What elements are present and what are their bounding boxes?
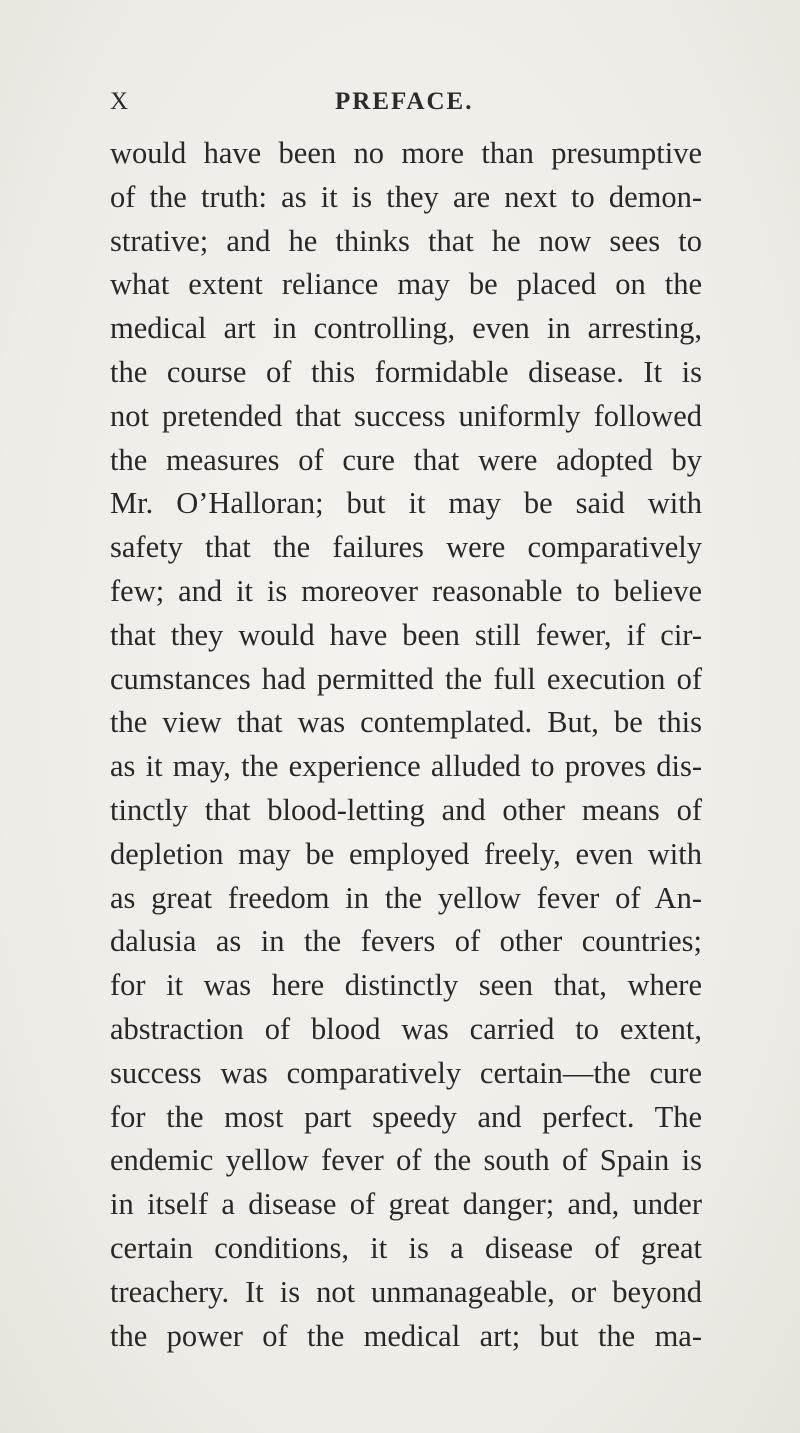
text-line: success was comparatively certain—the cure: [110, 1055, 702, 1090]
text-line: in itself a disease of great danger; and, under: [110, 1187, 702, 1222]
text-line: the view that was contemplated. But, be this: [110, 705, 702, 740]
text-line: few; and it is moreover reasonable to believe: [110, 573, 702, 608]
text-line: treachery. It is not unmanageable, or beyond: [110, 1274, 702, 1309]
text-line: endemic yellow fever of the south of Spain is: [110, 1143, 702, 1178]
text-line: that they would have been still fewer, if cir-: [110, 617, 702, 652]
page-number: X: [110, 88, 130, 115]
text-line: Mr. O’Halloran; but it may be said with: [110, 486, 702, 521]
text-line: certain conditions, it is a disease of great: [110, 1230, 702, 1265]
running-head: [110, 88, 692, 124]
text-line: the power of the medical art; but the ma-: [110, 1318, 702, 1353]
text-line: would have been no more than presumptive: [110, 136, 702, 170]
text-line: the measures of cure that were adopted by: [110, 442, 702, 477]
text-line: not pretended that success uniformly followed: [110, 398, 702, 433]
text-line: for it was here distinctly seen that, where: [110, 968, 702, 1003]
body-text: [110, 132, 702, 1358]
text-line: depletion may be employed freely, even with: [110, 836, 702, 871]
text-line: dalusia as in the fevers of other countries;: [110, 924, 702, 959]
text-line: cumstances had permitted the full execution of: [110, 661, 702, 696]
text-line: of the truth: as it is they are next to demon-: [110, 179, 702, 214]
text-line: as great freedom in the yellow fever of An-: [110, 880, 702, 915]
text-line: as it may, the experience alluded to proves dis-: [110, 749, 702, 784]
text-line: tinctly that blood-letting and other means of: [110, 792, 702, 827]
text-line: what extent reliance may be placed on the: [110, 267, 702, 302]
running-head-title: PREFACE.: [335, 88, 474, 115]
text-line: abstraction of blood was carried to extent,: [110, 1011, 702, 1046]
text-line: for the most part speedy and perfect. The: [110, 1099, 702, 1134]
text-line: safety that the failures were comparatively: [110, 530, 702, 565]
text-line: strative; and he thinks that he now sees to: [110, 223, 702, 258]
text-line: the course of this formidable disease. It is: [110, 354, 702, 389]
text-line: medical art in controlling, even in arresting,: [110, 311, 702, 346]
